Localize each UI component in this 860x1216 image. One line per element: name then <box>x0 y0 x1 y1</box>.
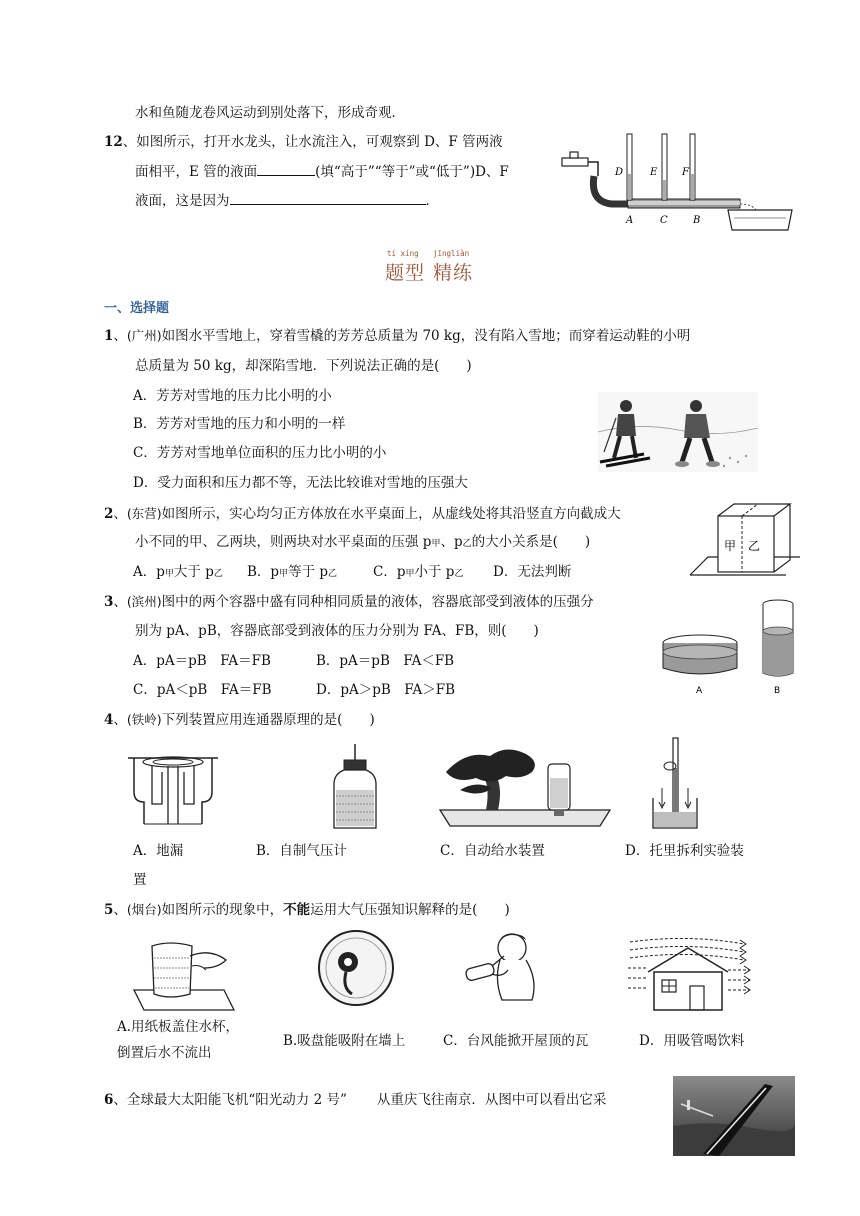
option-text: 大于 p <box>173 564 214 580</box>
question-number: 12 <box>104 134 123 150</box>
caption-a-line2: 倒置后水不流出 <box>117 1045 212 1061</box>
answer-blank[interactable] <box>257 161 315 176</box>
option-d[interactable]: D．pA＞pB FA＞FB <box>316 682 456 698</box>
label-b: B <box>774 686 781 696</box>
label-e: E <box>650 167 658 178</box>
answer-blank[interactable] <box>230 190 426 205</box>
option-b[interactable]: B．pA＝pB FA＜FB <box>316 653 455 669</box>
straw-drink-figure <box>462 930 542 1010</box>
suction-cup-figure <box>316 928 396 1008</box>
question-source: (铁岭) <box>126 712 162 727</box>
question-12-line3 <box>135 190 439 211</box>
question-text: 如图所示，打开水龙头，让水流注入，可观察到 D、F 管两液 <box>136 134 503 150</box>
banner-pinyin-2: jīngliàn <box>433 249 470 258</box>
separator: 、 <box>113 1092 127 1108</box>
option-text: A．p <box>133 564 165 580</box>
label-f: F <box>682 167 689 178</box>
question-text: 如图所示的现象中， <box>161 902 284 918</box>
question-3-line2: 别为 pA、pB，容器底部受到液体的压力分别为 FA、FB，则( ) <box>135 623 539 639</box>
question-4-line1 <box>104 710 375 730</box>
option-text: B．p <box>247 564 280 580</box>
option-c[interactable]: C．芳芳对雪地单位面积的压力比小明的小 <box>133 445 387 461</box>
question-text: 、p <box>440 534 463 550</box>
option-d[interactable]: D．受力面积和压力都不等，无法比较谁对雪地的压强大 <box>133 475 468 491</box>
question-source: (滨州) <box>126 594 162 609</box>
question-3-line1 <box>104 592 594 612</box>
label-c: C <box>660 215 668 226</box>
question-2-line2 <box>135 532 590 554</box>
option-c[interactable]: C．pA＜pB FA＝FB <box>133 682 272 698</box>
banner-title-2: 精练 <box>433 262 474 284</box>
question-text: 如图水平雪地上，穿着雪橇的芳芳总质量为 70 kg，没有陷入雪地；而穿着运动鞋的小明 <box>161 328 691 344</box>
skier-head <box>620 400 632 412</box>
question-text: 从重庆飞往南京．从图中可以看出它采 <box>376 1092 607 1108</box>
subscript: 甲 <box>431 539 441 549</box>
caption-b: B．自制气压计 <box>256 843 347 859</box>
tap-body <box>562 158 588 166</box>
question-source: (东营) <box>126 506 162 521</box>
subscript: 甲 <box>279 569 289 579</box>
question-text: 小不同的甲、乙两块，则两块对水平桌面的压强 p <box>135 534 432 550</box>
footprint <box>675 461 689 467</box>
label-yi: 乙 <box>748 539 761 553</box>
footprint <box>706 461 720 467</box>
question-text: 如图所示，实心均匀正方体放在水平桌面上，从虚线处将其沿竖直方向截成大 <box>161 506 621 522</box>
floor-drain-figure <box>128 752 218 830</box>
separator: 、 <box>113 712 127 728</box>
option-b[interactable] <box>247 562 337 584</box>
solar-plane-photo <box>673 1076 795 1156</box>
caption-d: D．用吸管喝饮料 <box>639 1033 745 1049</box>
label-b: B <box>693 215 701 226</box>
caption-c: C．自动给水装置 <box>440 843 545 859</box>
label-jia: 甲 <box>724 539 737 553</box>
question-text: 全球最大太阳能飞机“阳光动力 2 号” <box>126 1092 347 1108</box>
option-d[interactable]: D．无法判断 <box>493 564 572 580</box>
tap-spout <box>588 162 598 176</box>
question-5-line1 <box>104 900 510 920</box>
question-text: ． <box>425 193 439 209</box>
cube-top <box>718 504 790 516</box>
subscript: 乙 <box>454 569 464 579</box>
option-b[interactable]: B．芳芳对雪地的压力和小明的一样 <box>133 416 346 432</box>
question-number: 2 <box>104 506 114 522</box>
banner-title-1: 题型 <box>385 262 426 284</box>
question-text: (填“高于”“等于”或“低于”)D、F <box>315 164 509 180</box>
subscript: 甲 <box>164 569 174 579</box>
question-text: 面相平，E 管的液面 <box>135 164 258 180</box>
skiers-figure <box>598 392 758 472</box>
subscript: 乙 <box>328 569 338 579</box>
caption-a-wrap: 置 <box>133 872 147 888</box>
cube-figure <box>690 500 800 582</box>
barometer-figure <box>330 744 380 834</box>
question-text: 下列装置应用连通器原理的是( ) <box>161 712 375 728</box>
caption-c: C．台风能掀开屋顶的瓦 <box>443 1033 589 1049</box>
question-text: 运用大气压强知识解释的是( ) <box>310 902 510 918</box>
container-b-liquid <box>763 631 793 676</box>
basin <box>728 210 792 230</box>
emphasis-text: 不能 <box>283 902 311 918</box>
tube-figure <box>560 128 800 238</box>
option-c[interactable] <box>373 562 463 584</box>
question-text: 的大小关系是( ) <box>471 534 591 550</box>
walker-head <box>690 400 702 412</box>
label-a: A <box>626 215 634 226</box>
banner-pinyin-1: tí xíng <box>387 249 419 258</box>
cup-card-figure <box>130 938 242 1012</box>
water-f <box>691 174 694 200</box>
question-1-line2: 总质量为 50 kg，却深陷雪地．下列说法正确的是( ) <box>135 358 472 374</box>
house-wind-figure <box>628 938 750 1012</box>
section-heading: 一、选择题 <box>104 301 170 316</box>
question-source: (广州) <box>126 328 162 343</box>
separator: 、 <box>113 328 127 344</box>
water-d <box>628 174 631 200</box>
label-a: A <box>696 686 703 696</box>
question-number: 4 <box>104 712 114 728</box>
caption-d: D．托里拆利实验装 <box>625 843 744 859</box>
water-e <box>663 180 666 200</box>
hose <box>593 176 630 204</box>
container-b-surface <box>763 627 793 635</box>
separator: 、 <box>113 902 127 918</box>
question-source: (烟台) <box>126 902 162 917</box>
container-a-surface <box>663 645 737 659</box>
question-number: 6 <box>104 1092 114 1108</box>
walker-body <box>684 414 710 438</box>
option-text: 小于 p <box>414 564 455 580</box>
question-1-line1 <box>104 326 690 346</box>
caption-b: B.吸盘能吸附在墙上 <box>283 1033 406 1049</box>
skier-body <box>616 414 636 436</box>
separator: 、 <box>122 134 137 150</box>
previous-question-tail: 水和鱼随龙卷风运动到别处落下，形成奇观． <box>135 105 405 121</box>
subscript: 乙 <box>462 539 472 549</box>
auto-water-figure <box>436 740 614 832</box>
question-number: 5 <box>104 902 114 918</box>
question-12-line1 <box>104 132 503 152</box>
option-a[interactable]: A．芳芳对雪地的压力比小明的小 <box>133 388 332 404</box>
option-a[interactable] <box>133 562 223 584</box>
question-number: 1 <box>104 328 114 344</box>
subscript: 乙 <box>213 569 223 579</box>
question-text: 液面，这是因为 <box>135 193 230 209</box>
question-number: 3 <box>104 594 114 610</box>
pipe-water <box>628 201 740 205</box>
caption-a-line1: A.用纸板盖住水杯， <box>117 1019 240 1035</box>
question-2-line1 <box>104 504 621 524</box>
separator: 、 <box>113 506 127 522</box>
subscript: 甲 <box>405 569 415 579</box>
caption-a: A．地漏 <box>133 843 184 859</box>
torricelli-figure <box>650 738 700 832</box>
question-6-line1 <box>104 1090 606 1110</box>
tap-handle <box>570 152 578 158</box>
question-12-line2 <box>135 161 509 182</box>
label-d: D <box>615 167 624 178</box>
option-a[interactable]: A．pA＝pB FA＝FB <box>133 653 271 669</box>
containers-figure <box>660 596 805 696</box>
option-text: 等于 p <box>288 564 329 580</box>
option-text: C．p <box>373 564 406 580</box>
question-text: 图中的两个容器中盛有同种相同质量的液体，容器底部受到液体的压强分 <box>161 594 594 610</box>
separator: 、 <box>113 594 127 610</box>
